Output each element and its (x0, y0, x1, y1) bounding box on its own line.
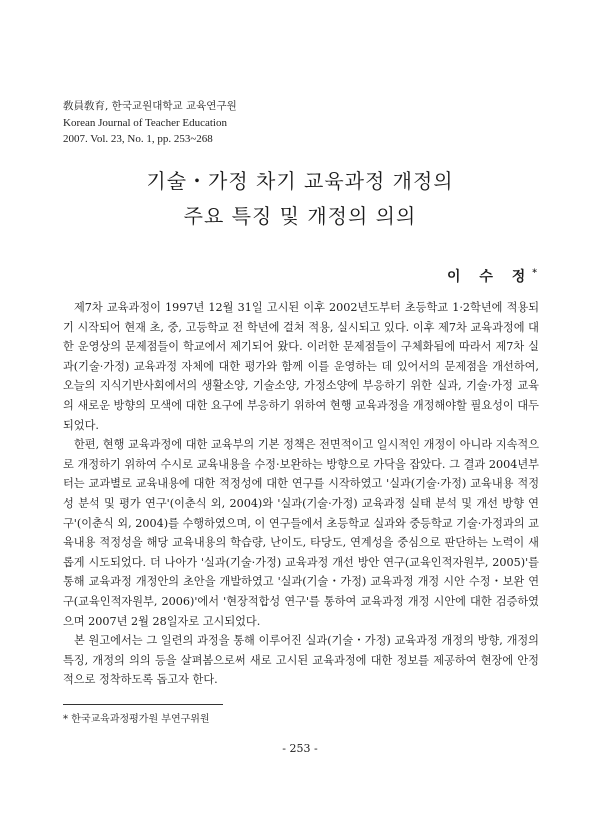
journal-volume-info: 2007. Vol. 23, No. 1, pp. 253~268 (63, 133, 213, 145)
paper-body (63, 298, 539, 690)
paper-title-line-1: 기술・가정 차기 교육과정 개정의 (146, 169, 454, 193)
journal-english-name: Korean Journal of Teacher Education (63, 116, 227, 129)
footnote-divider (63, 704, 223, 705)
author-footnote-mark: * (532, 268, 537, 279)
page-number: - 253 - (282, 742, 318, 755)
author-affiliation-footnote: * 한국교육과정평가원 부연구위원 (63, 714, 210, 725)
journal-header (63, 98, 237, 148)
author-name: 이 수 정 (446, 269, 533, 285)
body-paragraph: 한편, 현행 교육과정에 대한 교육부의 기본 정책은 전면적이고 일시적인 개정이 아니라 지속적으로 개정하기 위하여 수시로 교육내용을 수정·보완하는 방향으로 가닥을 잡았다. 그 결과 2004년부터는 교과별로 교육내용에 대한 적정성에 대한 연구를 시작하였고 '실과(기술·가정) 교육내용 적정성 분석 및 평가 연구'(이춘식 외, 2004)와 '실과(기술·가정) 교육과정 실태 분석 및 개선 방향 연구'(이춘식 외, 2004)를 수행하였으며, 이 연구들에서 초등학교 실과와 중등학교 기술·가정과의 교육내용 적정성을 해당 교육내용의 학습량, 난이도, 타당도, 연계성을 중심으로 판단하는 노력이 새롭게 시도되었다. 더 나아가 '실과(기술·가정) 교육과정 개선 방안 연구(교육인적자원부, 2005)'를 통해 교육과정 개정안의 초안을 개발하였고 '실과(기술・가정) 교육과정 개정 시안 수정・보완 연구(교육인적자원부, 2006)'에서 '현장적합성 연구'를 통하여 교육과정 개정 시안에 대한 검증하였으며 2007년 2월 28일자로 고시되었다. (63, 438, 539, 628)
body-paragraph: 본 원고에서는 그 일련의 과정을 통해 이루어진 실과(기술・가정) 교육과정 개정의 방향, 개정의 특징, 개정의 의의 등을 살펴봄으로써 새로 고시된 교육과정에 대한 정보를 제공하여 현장에 안정적으로 정착하도록 돕고자 한다. (63, 634, 539, 687)
author (447, 266, 537, 286)
body-paragraph: 제7차 교육과정이 1997년 12월 31일 고시된 이후 2002년도부터 초등학교 1·2학년에 적용되기 시작되어 현재 초, 중, 고등학교 전 학년에 걸쳐 적용, 실시되고 있다. 이후 제7차 교육과정에 대한 운영상의 문제점들이 학교에서 제기되어 왔다. 이러한 문제점들이 구체화됨에 따라서 제7차 실과(기술·가정) 교육과정 자체에 대한 평가와 함께 이를 운영하는 데 있어서의 문제점을 개선하여, 오늘의 지식기반사회에서의 생활소양, 기술소양, 가정소양에 부응하기 위한 실과, 기술·가정 교육의 새로운 방향의 모색에 대한 요구에 부응하기 위하여 현행 교육과정을 개정해야할 필요성이 대두되었다. (63, 301, 539, 432)
paper-title-line-2: 주요 특징 및 개정의 의의 (183, 204, 417, 228)
journal-name: 敎員敎育, 한국교원대학교 교육연구원 (63, 100, 237, 112)
